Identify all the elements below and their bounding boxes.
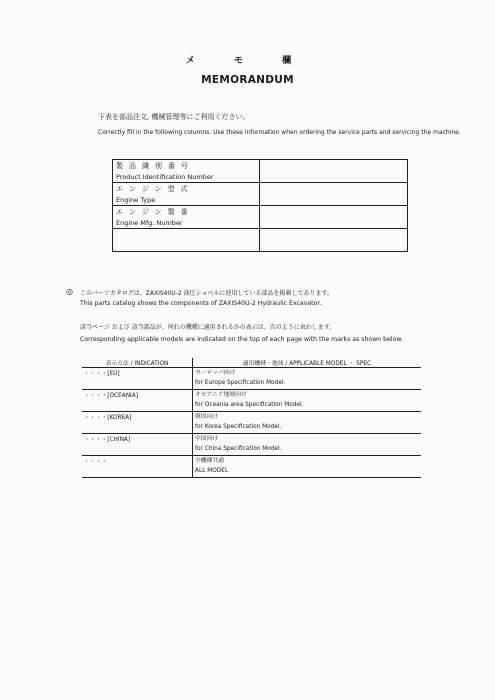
- mark-cell: ・・・・[OCEANIA]: [82, 390, 193, 412]
- note-bullet-icon: ◎: [66, 287, 73, 296]
- note-japanese: このパーツカタログは、ZAXIS40U-2 油圧ショベルに使用している部品を掲載してあります。: [80, 290, 333, 297]
- model-en: ALL MODEL: [195, 468, 229, 474]
- id-value-cell[interactable]: [260, 160, 408, 183]
- table-row: [82, 390, 421, 412]
- table-row: [82, 412, 421, 434]
- intro-english: Correctly fill in the following columns. Use these information when ordering the service parts and servicing the machine.: [98, 129, 461, 136]
- id-label-jp: エンジン製番: [116, 208, 194, 216]
- model-jp: ヨーロッパ向け: [195, 370, 236, 376]
- id-row: [113, 160, 408, 183]
- mark-cell: ・・・・: [82, 456, 193, 478]
- model-cell: [193, 368, 422, 390]
- identification-table: [112, 159, 408, 252]
- title-memorandum: MEMORANDUM: [201, 74, 294, 86]
- table-header-row: [82, 358, 421, 368]
- model-en: for Europe Specification Model.: [195, 380, 286, 386]
- indication-note-japanese: 該当ページ および 該当部品が、何れの機種に適用されるかの表示は、次のように表わします。: [80, 324, 336, 331]
- model-cell: [193, 412, 422, 434]
- model-jp: オセアニア地域向け: [195, 392, 247, 398]
- id-value-cell[interactable]: [260, 206, 408, 229]
- id-label-cell: [113, 183, 260, 206]
- intro-japanese: 下表を部品注文, 機械管理等にご利用ください。: [98, 113, 250, 121]
- table-row: [82, 368, 421, 390]
- note-english: This parts catalog shows the components of ZAXIS40U-2 Hydraulic Excavator.: [80, 300, 322, 307]
- applicable-model-table: [82, 358, 421, 478]
- id-label-en: Engine Type: [116, 196, 156, 204]
- model-jp: 韓国向け: [195, 414, 219, 420]
- id-label-cell: [113, 206, 260, 229]
- id-row: [113, 229, 408, 252]
- table-row: [82, 456, 421, 478]
- title-japanese: メ モ 欄: [185, 56, 310, 66]
- model-cell: [193, 456, 422, 478]
- header-applicable-model: 適用機種・地域 / APPLICABLE MODEL ・ SPEC: [193, 358, 422, 368]
- id-label-jp: 製品識別番号: [116, 162, 194, 170]
- id-row: [113, 206, 408, 229]
- id-value-cell[interactable]: [260, 183, 408, 206]
- id-label-jp: エンジン型式: [116, 185, 194, 193]
- model-en: for Korea Specification Model.: [195, 424, 282, 430]
- mark-cell: ・・・・[EU]: [82, 368, 193, 390]
- model-jp: 中国向け: [195, 436, 219, 442]
- mark-cell: ・・・・[KOREA]: [82, 412, 193, 434]
- id-label-en: Engine Mfg. Number: [116, 219, 183, 227]
- table-row: [82, 434, 421, 456]
- header-indication: 表示方法 / INDICATION: [82, 358, 193, 368]
- id-label-en: Product Identification Number: [116, 173, 214, 181]
- model-en: for Oceania area Specification Model.: [195, 402, 304, 408]
- model-en: for China Specification Model.: [195, 446, 282, 452]
- mark-cell: ・・・・[CHINA]: [82, 434, 193, 456]
- model-cell: [193, 390, 422, 412]
- model-jp: 全機種共通: [195, 458, 224, 464]
- model-cell: [193, 434, 422, 456]
- id-value-cell[interactable]: [260, 229, 408, 252]
- id-row: [113, 183, 408, 206]
- indication-note-english: Corresponding applicable models are indicated on the top of each page with the marks as shown below.: [80, 336, 403, 343]
- id-label-cell: [113, 160, 260, 183]
- id-label-cell: [113, 229, 260, 252]
